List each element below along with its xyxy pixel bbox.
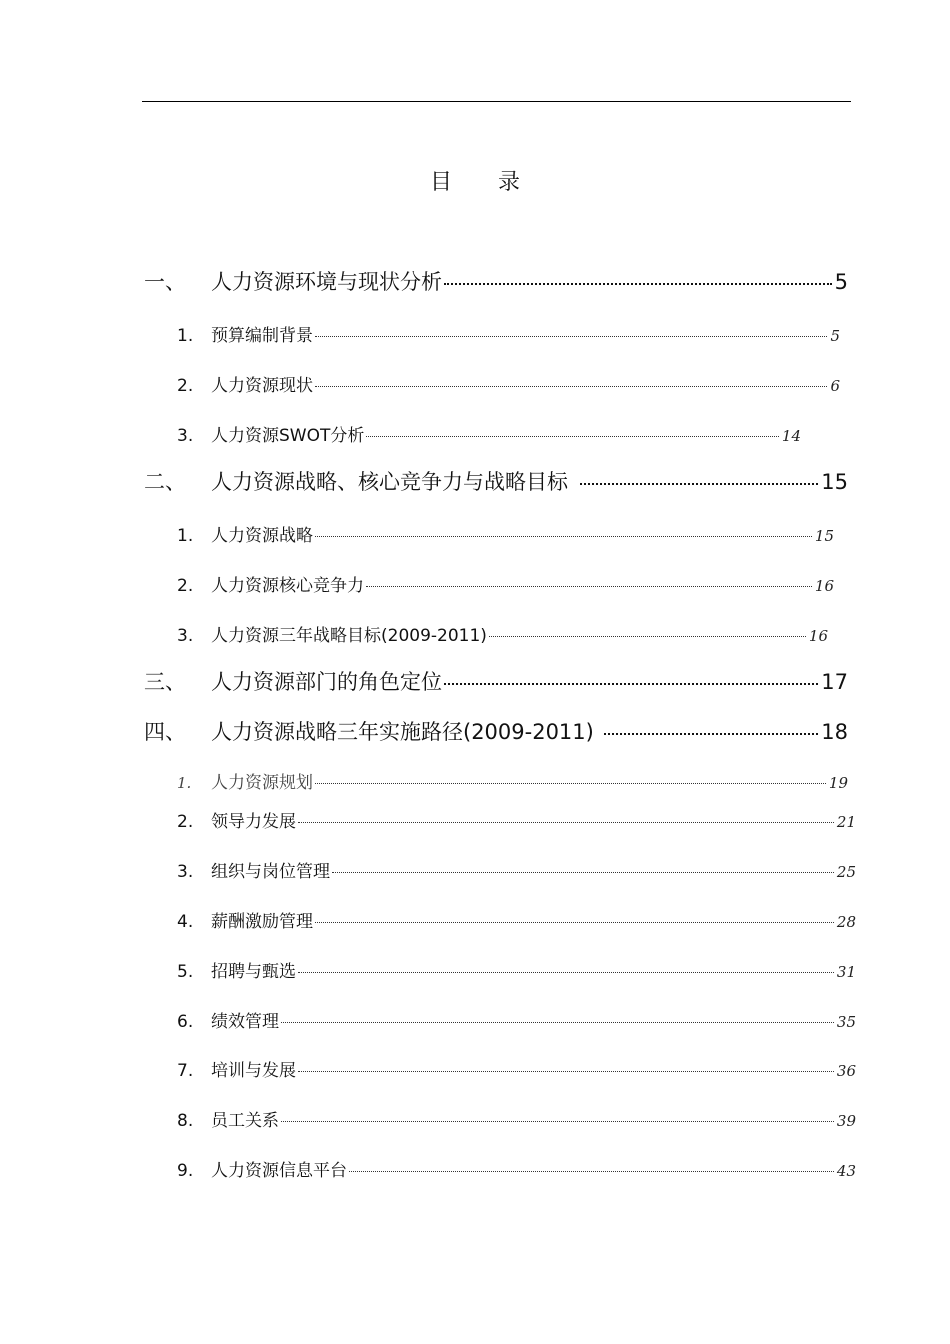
toc-entry-number: 7. — [177, 1061, 194, 1081]
toc-entry-label: 领导力发展 — [211, 812, 296, 832]
toc-entry-page: 43 — [836, 1162, 856, 1180]
toc-entry-label: 预算编制背景 — [211, 326, 313, 346]
dot-leader — [315, 771, 826, 788]
toc-entry-number: 9. — [177, 1161, 194, 1181]
dot-leader — [315, 524, 812, 541]
toc-entry-label: 人力资源SWOT分析 — [211, 426, 365, 446]
dot-leader — [604, 718, 818, 739]
toc-entry-number: 1. — [177, 526, 194, 546]
toc-entry-chapter-4[interactable] — [144, 716, 848, 746]
toc-entry-label: 人力资源战略、核心竞争力与战略目标 — [211, 470, 568, 494]
toc-entry-label: 人力资源三年战略目标(2009-2011) — [211, 626, 487, 646]
toc-entry-number: 三、 — [144, 670, 186, 694]
dot-leader — [298, 960, 834, 977]
toc-entry-number: 5. — [177, 962, 194, 982]
toc-entry-section[interactable] — [177, 957, 856, 982]
toc-entry-page: 35 — [836, 1013, 856, 1031]
toc-entry-chapter-1[interactable] — [144, 266, 848, 296]
toc-entry-section[interactable] — [177, 1156, 856, 1181]
toc-entry-page: 6 — [830, 377, 840, 395]
toc-entry-number: 3. — [177, 862, 194, 882]
dot-leader — [366, 424, 779, 441]
toc-entry-number: 3. — [177, 626, 194, 646]
dot-leader — [298, 810, 834, 827]
toc-entry-label: 人力资源部门的角色定位 — [211, 670, 442, 694]
toc-entry-page: 18 — [821, 720, 848, 744]
toc-entry-section[interactable] — [177, 321, 840, 346]
toc-entry-page: 25 — [836, 863, 856, 881]
toc-entry-page: 21 — [836, 813, 856, 831]
toc-entry-label: 人力资源信息平台 — [211, 1161, 347, 1181]
toc-entry-label: 人力资源规划 — [211, 773, 313, 793]
toc-entry-label: 薪酬激励管理 — [211, 912, 313, 932]
dot-leader — [315, 324, 827, 341]
toc-entry-section[interactable] — [177, 521, 834, 546]
dot-leader — [489, 624, 806, 641]
toc-entry-page: 19 — [828, 774, 848, 792]
dot-leader — [281, 1010, 834, 1027]
toc-entry-section[interactable] — [177, 807, 856, 832]
toc-entry-section[interactable] — [177, 1007, 856, 1032]
toc-entry-page: 16 — [808, 627, 828, 645]
dot-leader — [366, 574, 812, 591]
toc-entry-page: 39 — [836, 1112, 856, 1130]
toc-entry-label: 培训与发展 — [211, 1061, 296, 1081]
toc-entry-page: 17 — [821, 670, 848, 694]
dot-leader — [444, 268, 832, 289]
dot-leader — [315, 910, 834, 927]
toc-entry-label: 人力资源现状 — [211, 376, 313, 396]
toc-entry-chapter-3[interactable] — [144, 666, 848, 696]
dot-leader — [281, 1109, 834, 1126]
toc-entry-number: 2. — [177, 812, 194, 832]
toc-entry-page: 5 — [834, 270, 848, 294]
toc-entry-number: 四、 — [144, 720, 186, 744]
toc-entry-section[interactable] — [177, 621, 828, 646]
toc-entry-label: 人力资源战略 — [211, 526, 313, 546]
toc-entry-label: 人力资源战略三年实施路径(2009-2011) — [211, 720, 594, 744]
toc-entry-page: 5 — [830, 327, 840, 345]
toc-entry-page: 36 — [836, 1062, 856, 1080]
toc-entry-label: 人力资源环境与现状分析 — [211, 270, 442, 294]
toc-entry-number: 3. — [177, 426, 194, 446]
dot-leader — [444, 668, 818, 689]
toc-entry-label: 人力资源核心竞争力 — [211, 576, 364, 596]
toc-entry-page: 31 — [836, 963, 856, 981]
toc-entry-number: 2. — [177, 576, 194, 596]
toc-entry-number: 二、 — [144, 470, 186, 494]
dot-leader — [298, 1059, 834, 1076]
dot-leader — [580, 468, 818, 489]
toc-entry-section[interactable] — [177, 857, 856, 882]
toc-entry-page: 14 — [781, 427, 801, 445]
toc-entry-label: 组织与岗位管理 — [211, 862, 330, 882]
toc-entry-page: 16 — [814, 577, 834, 595]
toc-entry-section[interactable] — [177, 421, 801, 446]
toc-entry-page: 15 — [814, 527, 834, 545]
toc-entry-number: 8. — [177, 1111, 194, 1131]
toc-entry-section[interactable] — [177, 907, 856, 932]
toc-entry-page: 28 — [836, 913, 856, 931]
toc-entry-section[interactable] — [177, 371, 840, 396]
toc-entry-chapter-2[interactable] — [144, 466, 848, 496]
toc-entry-number: 4. — [177, 912, 194, 932]
toc-entry-label: 招聘与甄选 — [211, 962, 296, 982]
toc-entry-number: 6. — [177, 1012, 194, 1032]
toc-entry-section[interactable] — [177, 1056, 856, 1081]
toc-entry-number: 1. — [177, 326, 194, 346]
toc-title-char-1: 目 — [429, 170, 452, 195]
toc-entry-number: 1. — [177, 774, 192, 792]
toc-entry-number: 2. — [177, 376, 194, 396]
toc-entry-section[interactable] — [177, 1106, 856, 1131]
dot-leader — [349, 1159, 834, 1176]
toc-entry-label: 绩效管理 — [211, 1012, 279, 1032]
toc-entry-section[interactable] — [177, 768, 848, 793]
dot-leader — [332, 860, 834, 877]
dot-leader — [315, 374, 827, 391]
toc-title-char-2: 录 — [498, 170, 521, 195]
toc-entry-number: 一、 — [144, 270, 186, 294]
toc-entry-label: 员工关系 — [211, 1111, 279, 1131]
toc-entry-section[interactable] — [177, 571, 834, 596]
toc-entry-page: 15 — [821, 470, 848, 494]
